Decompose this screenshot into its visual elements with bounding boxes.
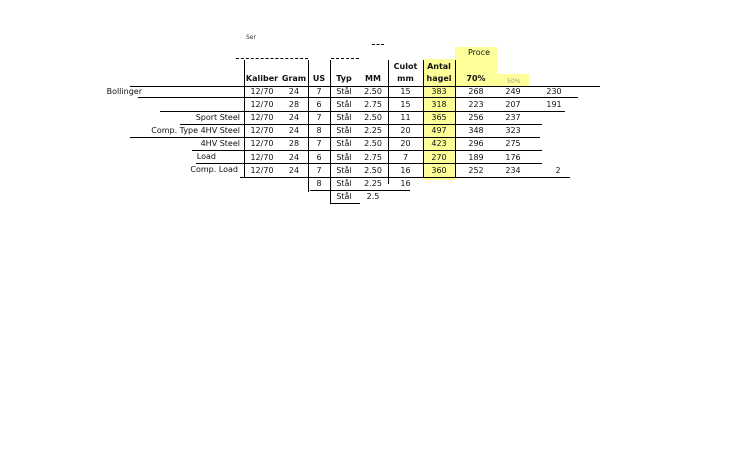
row-5-kaliber: 12/70 [250, 139, 274, 148]
row-5-culot: 20 [400, 139, 411, 148]
row-1-mm: 2.50 [364, 87, 382, 96]
row-7-typ: Stål [336, 166, 352, 175]
fragment-top-left: Ser [246, 34, 256, 41]
row-5-name: 4HV Steel [200, 139, 240, 148]
row-9-typ: Stål [336, 192, 352, 201]
row-7-name: Comp. Load [190, 165, 238, 174]
row-7-60: 234 [505, 166, 521, 175]
row-3-antal: 365 [431, 113, 447, 122]
row-4-us: 8 [316, 126, 322, 135]
row-6-us: 6 [316, 153, 322, 162]
row-4-typ: Stål [336, 126, 352, 135]
row-3-typ: Stål [336, 113, 352, 122]
row-1-typ: Stål [336, 87, 352, 96]
header-typ: Typ [336, 74, 352, 83]
row-2-mm: 2.75 [364, 100, 382, 109]
row-1-culot: 15 [400, 87, 411, 96]
row-2-typ: Stål [336, 100, 352, 109]
row-9-mm: 2.5 [366, 192, 380, 201]
row-2-50: 191 [546, 100, 562, 109]
row-5-typ: Stål [336, 139, 352, 148]
header-gram: Gram [281, 74, 307, 83]
row-2-culot: 15 [400, 100, 411, 109]
row-1-gram: 24 [288, 87, 300, 96]
header-dash-rule-2 [331, 58, 359, 59]
row-7-70: 252 [468, 166, 484, 175]
process-header-fragment: Proce [468, 48, 491, 57]
row-rule-7 [240, 177, 570, 178]
row-3-gram: 24 [288, 113, 300, 122]
header-kaliber: Kaliber [245, 74, 279, 83]
row-6-kaliber: 12/70 [250, 153, 274, 162]
col-70-subheader-fragment: 50% [507, 78, 521, 85]
row-rule-6 [196, 163, 542, 164]
row-2-60: 207 [505, 100, 521, 109]
row-6-typ: Stål [336, 153, 352, 162]
row-2-gram: 28 [288, 100, 300, 109]
name-column [0, 84, 244, 194]
row-7-culot: 16 [400, 166, 411, 175]
row-4-culot: 20 [400, 126, 411, 135]
header-mm: MM [365, 74, 381, 83]
row-3-culot: 11 [400, 113, 411, 122]
row-4-70: 348 [468, 126, 484, 135]
header-us: US [312, 74, 326, 83]
header-culot-1: Culot [393, 62, 418, 71]
row-4-name: Comp. Type 4HV Steel [151, 126, 240, 135]
row-6-name: Load [196, 152, 216, 161]
row-4-kaliber: 12/70 [250, 126, 274, 135]
row-5-gram: 28 [288, 139, 300, 148]
row-8-mm: 2.25 [364, 179, 382, 188]
row-rule-9 [330, 203, 360, 204]
row-8-us: 8 [316, 179, 322, 188]
row-3-name: Sport Steel [195, 113, 240, 122]
row-6-culot: 7 [402, 153, 409, 162]
row-1-60: 249 [505, 87, 521, 96]
row-8-typ: Stål [336, 179, 352, 188]
row-4-gram: 24 [288, 126, 300, 135]
row-6-gram: 24 [288, 153, 300, 162]
row-5-60: 275 [505, 139, 521, 148]
header-culot-2: mm [397, 74, 414, 83]
row-1-50: 230 [546, 87, 562, 96]
row-7-antal: 360 [431, 166, 447, 175]
row-7-us: 7 [316, 166, 322, 175]
row-2-kaliber: 12/70 [250, 100, 274, 109]
row-7-mm: 2.50 [364, 166, 382, 175]
header-dash-rule-1 [236, 58, 308, 59]
row-6-60: 176 [505, 153, 521, 162]
header-dash-rule-3 [372, 44, 384, 45]
row-4-60: 323 [505, 126, 521, 135]
row-7-kaliber: 12/70 [250, 166, 274, 175]
row-rule-8 [310, 190, 410, 191]
row-6-mm: 2.75 [364, 153, 382, 162]
row-5-antal: 423 [431, 139, 447, 148]
row-1-70: 268 [468, 87, 484, 96]
row-5-mm: 2.50 [364, 139, 382, 148]
row-1-antal: 383 [431, 87, 447, 96]
row-3-70: 256 [468, 113, 484, 122]
row-1-kaliber: 12/70 [250, 87, 274, 96]
row-4-antal: 497 [431, 126, 447, 135]
row-4-mm: 2.25 [364, 126, 382, 135]
row-1-name: Bollinger [106, 87, 142, 96]
row-7-50: 2 [555, 166, 561, 175]
header-antal-1: Antal [427, 62, 451, 71]
row-3-us: 7 [316, 113, 322, 122]
row-6-70: 189 [468, 153, 484, 162]
row-5-70: 296 [468, 139, 484, 148]
row-2-us: 6 [316, 100, 322, 109]
row-2-70: 223 [468, 100, 484, 109]
row-6-antal: 270 [431, 153, 447, 162]
row-5-us: 7 [316, 139, 322, 148]
row-2-antal: 318 [431, 100, 447, 109]
row-3-kaliber: 12/70 [250, 113, 274, 122]
row-8-culot: 16 [400, 179, 411, 188]
header-antal-2: hagel [426, 74, 452, 83]
row-3-60: 237 [505, 113, 521, 122]
row-1-us: 7 [316, 87, 322, 96]
row-7-gram: 24 [288, 166, 300, 175]
row-3-mm: 2.50 [364, 113, 382, 122]
header-70-percent: 70% [466, 74, 486, 83]
